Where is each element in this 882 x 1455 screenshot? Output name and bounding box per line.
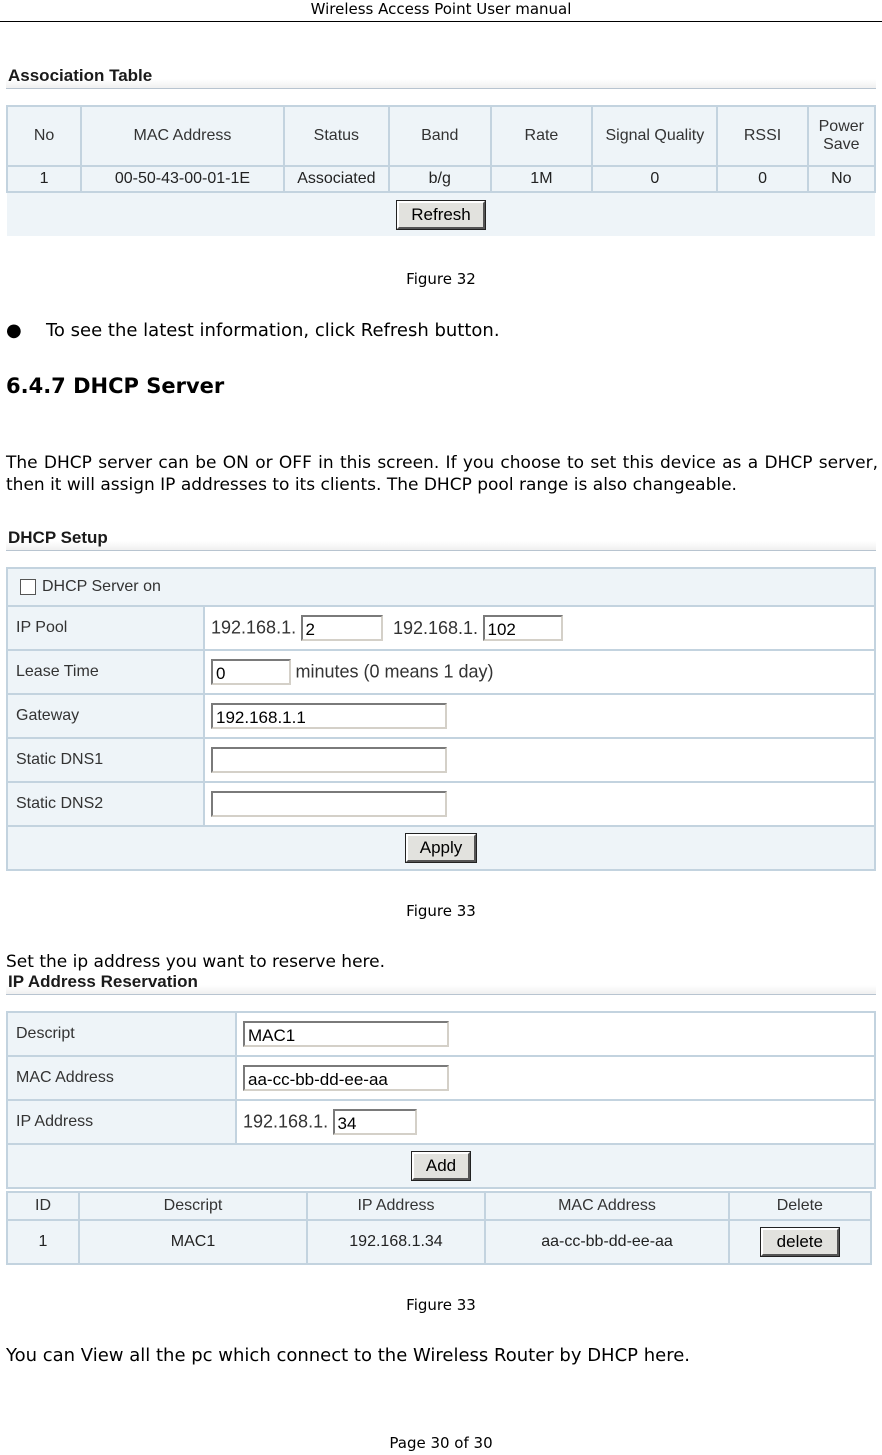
lease-time-input[interactable]: 0 — [211, 659, 291, 685]
mac-address-value — [236, 1056, 875, 1100]
cell-delete — [729, 1220, 871, 1264]
gateway-label: Gateway — [7, 694, 204, 738]
cell-id: 1 — [7, 1220, 79, 1264]
association-table-title: Association Table — [6, 66, 876, 88]
dns2-value — [204, 782, 875, 826]
cell-mac: aa-cc-bb-dd-ee-aa — [485, 1220, 729, 1264]
ip-reservation-panel — [6, 972, 876, 1265]
refresh-button[interactable]: Refresh — [397, 201, 485, 229]
dns2-label: Static DNS2 — [7, 782, 204, 826]
cell-rate: 1M — [491, 166, 593, 192]
figure-32-caption: Figure 32 — [406, 270, 476, 288]
ip-pool-end-input[interactable]: 102 — [483, 615, 563, 641]
cell-ip: 192.168.1.34 — [307, 1220, 485, 1264]
col-band: Band — [389, 106, 491, 166]
ip-reservation-form — [6, 1011, 876, 1189]
title-rule — [6, 550, 876, 555]
running-head: Wireless Access Point User manual — [0, 0, 882, 22]
ip-address-value — [236, 1100, 875, 1144]
cell-signal: 0 — [592, 166, 717, 192]
ip-address-input[interactable]: 34 — [333, 1109, 417, 1135]
dns1-input[interactable] — [211, 747, 447, 773]
dhcp-server-checkbox[interactable] — [20, 579, 36, 595]
col-ip-address: IP Address — [307, 1192, 485, 1220]
col-mac-address: MAC Address — [81, 106, 284, 166]
reserve-instruction: Set the ip address you want to reserve here. — [6, 952, 386, 972]
descript-input[interactable]: MAC1 — [243, 1021, 449, 1047]
ip-prefix: 192.168.1. — [243, 1111, 329, 1132]
closing-text: You can View all the pc which connect to the Wireless Router by DHCP here. — [6, 1345, 691, 1366]
col-id: ID — [7, 1192, 79, 1220]
gateway-value — [204, 694, 875, 738]
cell-rssi: 0 — [717, 166, 807, 192]
add-row — [7, 1144, 875, 1188]
dns1-label: Static DNS1 — [7, 738, 204, 782]
add-button[interactable]: Add — [412, 1152, 470, 1180]
descript-label: Descript — [7, 1012, 236, 1056]
col-rssi: RSSI — [717, 106, 807, 166]
figure-33b-caption: Figure 33 — [406, 1296, 476, 1314]
ip-address-label: IP Address — [7, 1100, 236, 1144]
table-row — [7, 1220, 871, 1264]
title-rule — [6, 88, 876, 93]
dhcp-server-label: DHCP Server on — [42, 578, 161, 595]
apply-button[interactable]: Apply — [406, 834, 477, 862]
dhcp-setup-title: DHCP Setup — [6, 528, 876, 550]
dhcp-description: The DHCP server can be ON or OFF in this screen. If you choose to set this device as a DHCP server, then it will assign IP addresses to its clients. The DHCP pool range is also changeable. — [6, 453, 878, 495]
refresh-row — [7, 192, 875, 236]
association-table-panel — [6, 66, 876, 236]
dns2-input[interactable] — [211, 791, 447, 817]
cell-power-save: No — [808, 166, 875, 192]
table-row — [7, 166, 875, 192]
bullet-text: To see the latest information, click Refresh button. — [46, 320, 500, 341]
association-table — [6, 105, 876, 236]
cell-status: Associated — [284, 166, 389, 192]
dns1-value — [204, 738, 875, 782]
page-number: Page 30 of 30 — [389, 1434, 493, 1452]
ip-reservation-title: IP Address Reservation — [6, 972, 876, 994]
lease-time-hint: minutes (0 means 1 day) — [295, 661, 494, 682]
col-power-save: Power Save — [808, 106, 875, 166]
figure-33-caption: Figure 33 — [406, 902, 476, 920]
mac-address-input[interactable]: aa-cc-bb-dd-ee-aa — [243, 1065, 449, 1091]
cell-descript: MAC1 — [79, 1220, 307, 1264]
descript-value — [236, 1012, 875, 1056]
title-rule — [6, 994, 876, 999]
gateway-input[interactable]: 192.168.1.1 — [211, 703, 447, 729]
col-status: Status — [284, 106, 389, 166]
section-heading: 6.4.7 DHCP Server — [6, 374, 225, 398]
lease-time-value — [204, 650, 875, 694]
col-signal-quality: Signal Quality — [592, 106, 717, 166]
col-no: No — [7, 106, 81, 166]
mac-address-label: MAC Address — [7, 1056, 236, 1100]
ip-pool-value — [204, 606, 875, 650]
lease-time-label: Lease Time — [7, 650, 204, 694]
dhcp-server-row — [7, 568, 875, 606]
cell-mac: 00-50-43-00-01-1E — [81, 166, 284, 192]
dhcp-setup-panel — [6, 528, 876, 871]
reservation-list-table — [6, 1191, 872, 1265]
bullet-icon: ● — [6, 320, 22, 341]
cell-no: 1 — [7, 166, 81, 192]
dhcp-setup-table — [6, 567, 876, 871]
apply-row — [7, 826, 875, 870]
ip-pool-label: IP Pool — [7, 606, 204, 650]
cell-band: b/g — [389, 166, 491, 192]
ip-pool-start-input[interactable]: 2 — [301, 615, 383, 641]
ip-prefix-end: 192.168.1. — [392, 617, 479, 638]
col-rate: Rate — [491, 106, 593, 166]
col-mac-address: MAC Address — [485, 1192, 729, 1220]
col-descript: Descript — [79, 1192, 307, 1220]
delete-button[interactable]: delete — [761, 1228, 839, 1256]
col-delete: Delete — [729, 1192, 871, 1220]
ip-prefix-start: 192.168.1. — [211, 617, 297, 638]
